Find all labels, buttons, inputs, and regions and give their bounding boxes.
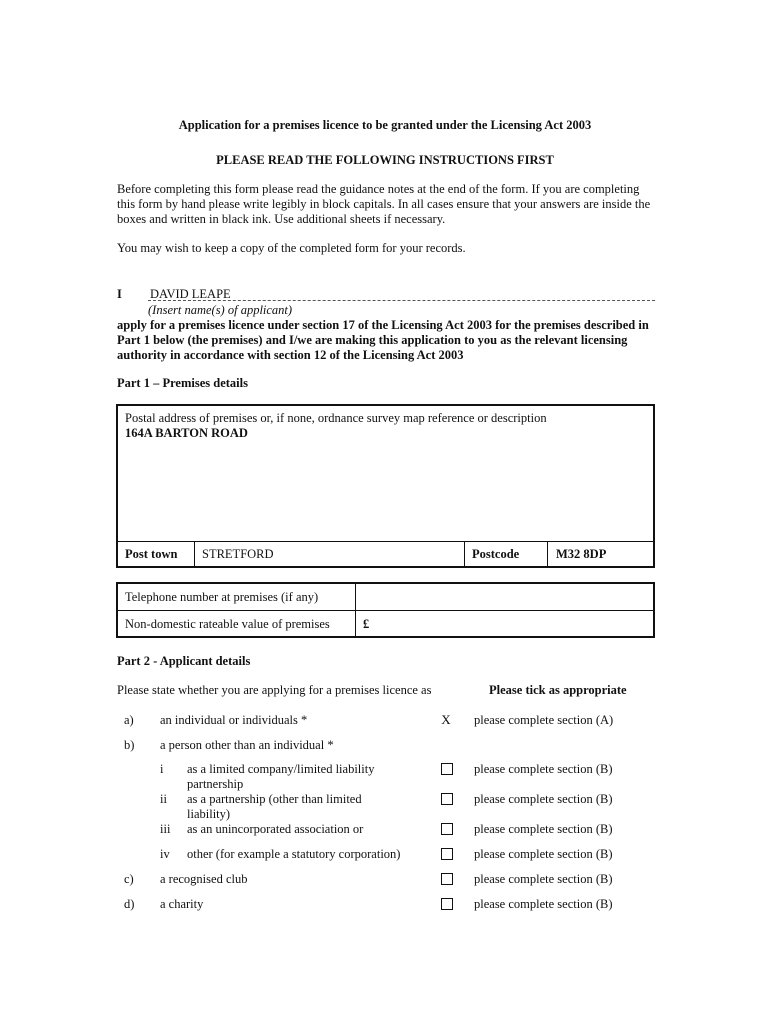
- option-a-action: please complete section (A): [474, 713, 614, 727]
- option-d-checkbox[interactable]: [441, 898, 453, 910]
- postcode-divider-left: [464, 541, 465, 567]
- option-bi-action: please complete section (B): [474, 762, 613, 776]
- option-b-label: a person other than an individual *: [160, 738, 334, 752]
- copy-note: You may wish to keep a copy of the completed form for your records.: [117, 241, 466, 255]
- option-c-label: a recognised club: [160, 872, 248, 886]
- option-biii-action: please complete section (B): [474, 822, 613, 836]
- option-c-action: please complete section (B): [474, 872, 613, 886]
- option-c-marker: c): [124, 872, 134, 886]
- option-a-label: an individual or individuals *: [160, 713, 308, 727]
- option-biii-label: as an unincorporated association or: [187, 822, 364, 836]
- address-divider: [117, 541, 654, 542]
- option-biii-marker: iii: [160, 822, 171, 836]
- option-d-label: a charity: [160, 897, 204, 911]
- applicant-label-i: I: [117, 287, 122, 301]
- postcode-label: Postcode: [472, 547, 520, 561]
- rateable-value[interactable]: £: [363, 617, 370, 631]
- postcode-value[interactable]: M32 8DP: [556, 547, 607, 561]
- applicant-statement: apply for a premises licence under section 17 of the Licensing Act 2003 for the premises described in Part 1 below (the premises) and I/we are making this application to you as the relevant licensing authority in accordance with section 12 of the Licensing Act 2003: [117, 318, 649, 362]
- applicant-type-question: Please state whether you are applying for a premises licence as: [117, 683, 432, 697]
- address-value[interactable]: 164A BARTON ROAD: [125, 426, 248, 440]
- option-bii-marker: ii: [160, 792, 167, 806]
- post-town-value[interactable]: STRETFORD: [202, 547, 274, 561]
- instructions-text: Before completing this form please read the guidance notes at the end of the form. If you are completing this form by hand please write legibly in block capitals. In all cases ensure that your answers are inside the boxes and written in black ink. Use additional sheets if necessary.: [117, 182, 651, 226]
- applicant-name-line: [148, 300, 655, 301]
- part1-heading: Part 1 – Premises details: [117, 376, 248, 390]
- tick-header: Please tick as appropriate: [489, 683, 627, 697]
- form-title: Application for a premises licence to be granted under the Licensing Act 2003: [178, 118, 592, 132]
- option-biv-label: other (for example a statutory corporation): [187, 847, 401, 861]
- applicant-name[interactable]: DAVID LEAPE: [150, 287, 231, 301]
- post-town-label: Post town: [125, 547, 178, 561]
- telephone-label: Telephone number at premises (if any): [125, 590, 319, 604]
- option-bi-label: as a limited company/limited liability partnership: [187, 762, 375, 791]
- option-b-marker: b): [124, 738, 135, 752]
- option-a-marker: a): [124, 713, 134, 727]
- contact-column-divider: [355, 583, 356, 637]
- option-a-tick[interactable]: X: [441, 712, 451, 727]
- option-bi-marker: i: [160, 762, 164, 776]
- applicant-name-hint: (Insert name(s) of applicant): [148, 303, 293, 317]
- option-biii-checkbox[interactable]: [441, 823, 453, 835]
- option-biv-marker: iv: [160, 847, 170, 861]
- part2-heading: Part 2 - Applicant details: [117, 654, 251, 668]
- option-biv-action: please complete section (B): [474, 847, 613, 861]
- option-bi-checkbox[interactable]: [441, 763, 453, 775]
- address-label: Postal address of premises or, if none, ordnance survey map reference or description: [125, 411, 547, 425]
- option-bii-action: please complete section (B): [474, 792, 613, 806]
- post-town-divider: [194, 541, 195, 567]
- instructions-heading: PLEASE READ THE FOLLOWING INSTRUCTIONS FIRST: [216, 153, 554, 167]
- option-c-checkbox[interactable]: [441, 873, 453, 885]
- rateable-value-label: Non-domestic rateable value of premises: [125, 617, 330, 631]
- option-biv-checkbox[interactable]: [441, 848, 453, 860]
- option-bii-checkbox[interactable]: [441, 793, 453, 805]
- option-d-action: please complete section (B): [474, 897, 613, 911]
- option-d-marker: d): [124, 897, 135, 911]
- option-bii-label: as a partnership (other than limited liability): [187, 792, 362, 821]
- contact-divider: [117, 610, 654, 611]
- postcode-divider-right: [547, 541, 548, 567]
